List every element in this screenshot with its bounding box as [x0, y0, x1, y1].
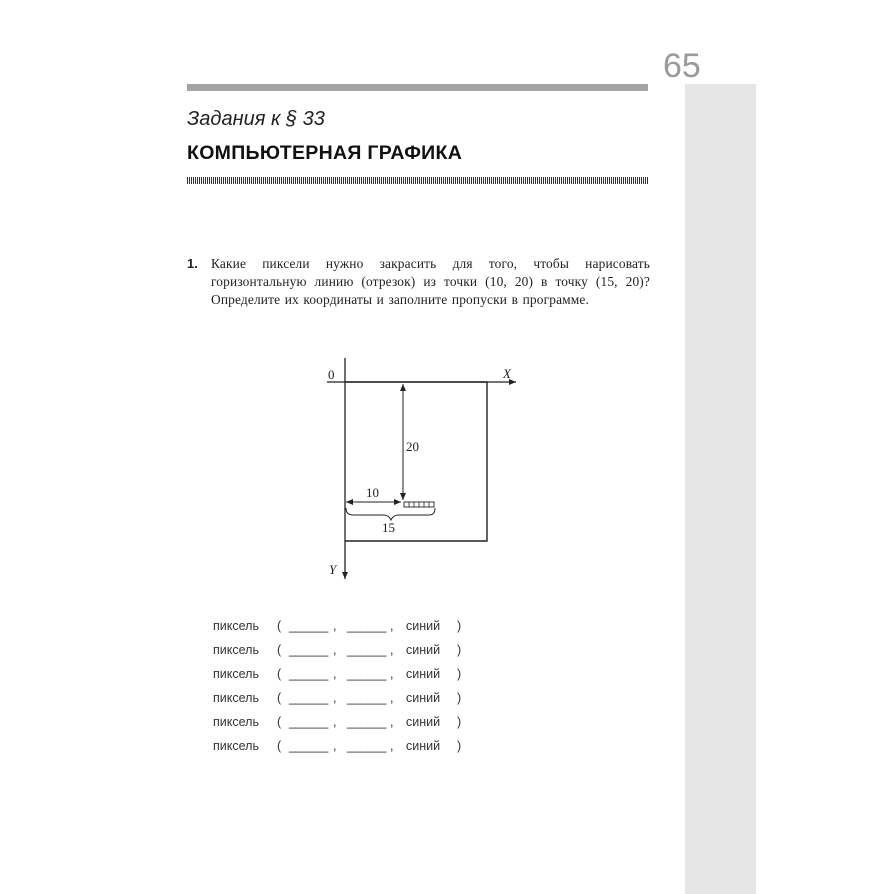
x-blank: ______ — [289, 739, 328, 753]
y-blank: ______ — [347, 715, 386, 729]
page-number: 65 — [663, 47, 701, 85]
pixel-keyword: пиксель — [213, 619, 259, 633]
task-text: Какие пиксели нужно закрасить для того, чтобы нарисовать горизонтальную линию (отрезок) из точки (10, 20) в точку (15, 20)? Определите их координаты и заполните пропуски в программе. — [211, 256, 650, 307]
comma: , — [333, 643, 337, 657]
comma: , — [333, 739, 337, 753]
comma: , — [390, 715, 394, 729]
open-paren: ( — [277, 643, 282, 657]
close-paren: ) — [457, 643, 462, 657]
y-blank: ______ — [347, 739, 386, 753]
task-number: 1. — [187, 256, 198, 271]
x-blank: ______ — [289, 667, 328, 681]
open-paren: ( — [277, 715, 282, 729]
section-subtitle: Задания к § 33 — [187, 108, 325, 130]
comma: , — [390, 739, 394, 753]
open-paren: ( — [277, 667, 282, 681]
comma: , — [390, 643, 394, 657]
color-value: синий — [406, 739, 441, 753]
x-blank: ______ — [289, 691, 328, 705]
pixel-keyword: пиксель — [213, 691, 259, 705]
pixel-keyword: пиксель — [213, 667, 259, 681]
x-blank: ______ — [289, 619, 328, 633]
color-value: синий — [406, 667, 441, 681]
close-paren: ) — [457, 739, 462, 753]
close-paren: ) — [457, 667, 462, 681]
y-blank: ______ — [347, 691, 386, 705]
comma: , — [333, 667, 337, 681]
pixel-keyword: пиксель — [213, 739, 259, 753]
section-title: КОМПЬЮТЕРНАЯ ГРАФИКА — [187, 142, 463, 164]
comma: , — [390, 667, 394, 681]
vertical-dimension-label: 20 — [406, 439, 419, 454]
color-value: синий — [406, 715, 441, 729]
task-1 — [187, 255, 650, 309]
y-blank: ______ — [347, 643, 386, 657]
pixel-segment — [404, 502, 434, 507]
origin-label: 0 — [328, 367, 335, 382]
close-paren: ) — [457, 691, 462, 705]
brace-dimension-label: 15 — [382, 520, 395, 535]
header-rule — [187, 84, 648, 91]
horizontal-dimension-label: 10 — [366, 485, 379, 500]
comma: , — [333, 691, 337, 705]
open-paren: ( — [277, 619, 282, 633]
pixel-keyword: пиксель — [213, 715, 259, 729]
close-paren: ) — [457, 715, 462, 729]
color-value: синий — [406, 619, 441, 633]
y-blank: ______ — [347, 667, 386, 681]
x-blank: ______ — [289, 715, 328, 729]
x-blank: ______ — [289, 643, 328, 657]
coordinate-diagram — [315, 355, 525, 585]
width-brace — [346, 508, 435, 520]
screen-frame — [345, 382, 487, 541]
comma: , — [390, 619, 394, 633]
side-margin-band — [685, 84, 756, 894]
color-value: синий — [406, 691, 441, 705]
dotted-divider — [187, 177, 648, 184]
pixel-keyword: пиксель — [213, 643, 259, 657]
open-paren: ( — [277, 739, 282, 753]
comma: , — [390, 691, 394, 705]
close-paren: ) — [457, 619, 462, 633]
y-axis-label: Y — [329, 562, 337, 577]
x-axis-label: X — [503, 366, 511, 381]
y-blank: ______ — [347, 619, 386, 633]
color-value: синий — [406, 643, 441, 657]
comma: , — [333, 619, 337, 633]
comma: , — [333, 715, 337, 729]
open-paren: ( — [277, 691, 282, 705]
